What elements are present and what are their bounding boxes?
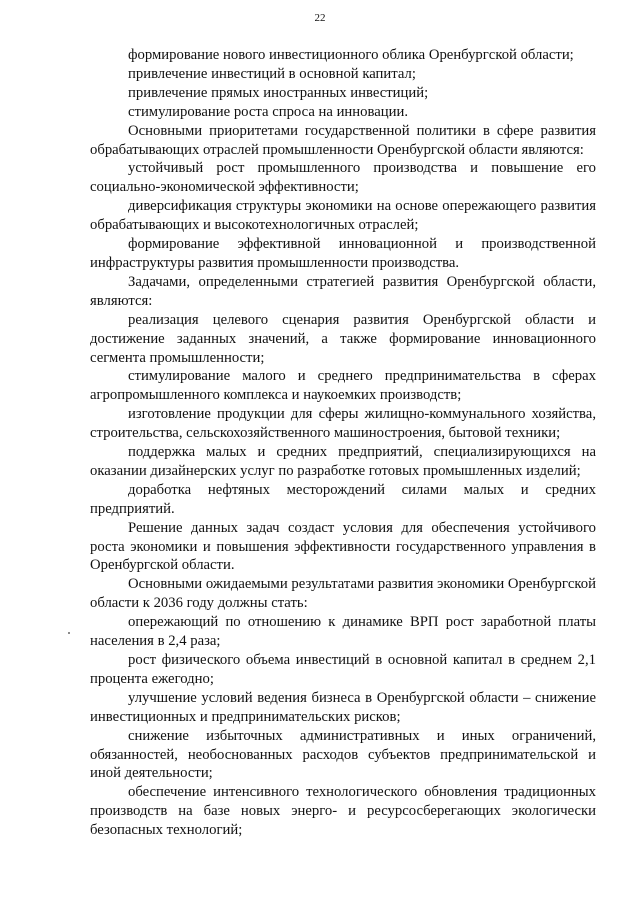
list-item: поддержка малых и средних предприятий, специализирующихся на оказании дизайнерских услуг по разработке готовых промышленных изделий; (90, 444, 596, 479)
list-item: опережающий по отношению к динамике ВРП рост заработной платы населения в 2,4 раза; (90, 614, 596, 650)
list-item: реализация целевого сценария развития Оренбургской области и достижение заданных значений, а также формирование инновационного сегмента промышленности; (90, 311, 596, 366)
list-item: формирование нового инвестиционного облика Оренбургской области; (128, 47, 574, 63)
list-item: обеспечение интенсивного технологического обновления традиционных производств на базе новых энерго- и ресурсосберегающих экологически безопасных технологий; (90, 784, 596, 839)
paragraph: Основными приоритетами государственной политики в сфере развития обрабатывающих отраслей промышленности Оренбургской области являются: (90, 122, 596, 158)
list-item: привлечение инвестиций в основной капитал; (128, 65, 416, 82)
list-item: изготовление продукции для сферы жилищно-коммунального хозяйства, строительства, сельскохозяйственного машиностроения, бытовой техники; (90, 406, 596, 442)
document-body (90, 46, 596, 840)
paragraph: Решение данных задач создаст условия для обеспечения устойчивого роста экономики и повышения эффективности государственного управления в Оренбургской области. (90, 519, 596, 574)
scan-artifact (68, 632, 70, 634)
list-item: рост физического объема инвестиций в основной капитал в среднем 2,1 процента ежегодно; (90, 652, 596, 687)
paragraph: Задачами, определенными стратегией развития Оренбургской области, являются: (90, 273, 596, 309)
list-item: доработка нефтяных месторождений силами малых и средних предприятий. (90, 481, 596, 517)
paragraph: Основными ожидаемыми результатами развития экономики Оренбургской области к 2036 году должны стать: (90, 576, 596, 612)
list-item: улучшение условий ведения бизнеса в Оренбургской области – снижение инвестиционных и предпринимательских рисков; (90, 689, 596, 725)
list-item: диверсификация структуры экономики на основе опережающего развития обрабатывающих и высокотехнологичных отраслей; (90, 198, 596, 234)
list-item: стимулирование роста спроса на инновации. (128, 103, 409, 120)
list-item: стимулирование малого и среднего предпринимательства в сферах агропромышленного комплекса и наукоемких производств; (90, 368, 596, 404)
page-number: 22 (314, 12, 326, 24)
list-item: формирование эффективной инновационной и производственной инфраструктуры развития промышленности производства. (90, 236, 596, 271)
list-item: устойчивый рост промышленного производства и повышение его социально-экономической эффективности; (90, 160, 596, 196)
list-item: привлечение прямых иностранных инвестиций; (128, 84, 429, 101)
list-item: снижение избыточных административных и иных ограничений, обязанностей, необоснованных расходов субъектов предпринимательской и иной деятельности; (90, 727, 596, 782)
